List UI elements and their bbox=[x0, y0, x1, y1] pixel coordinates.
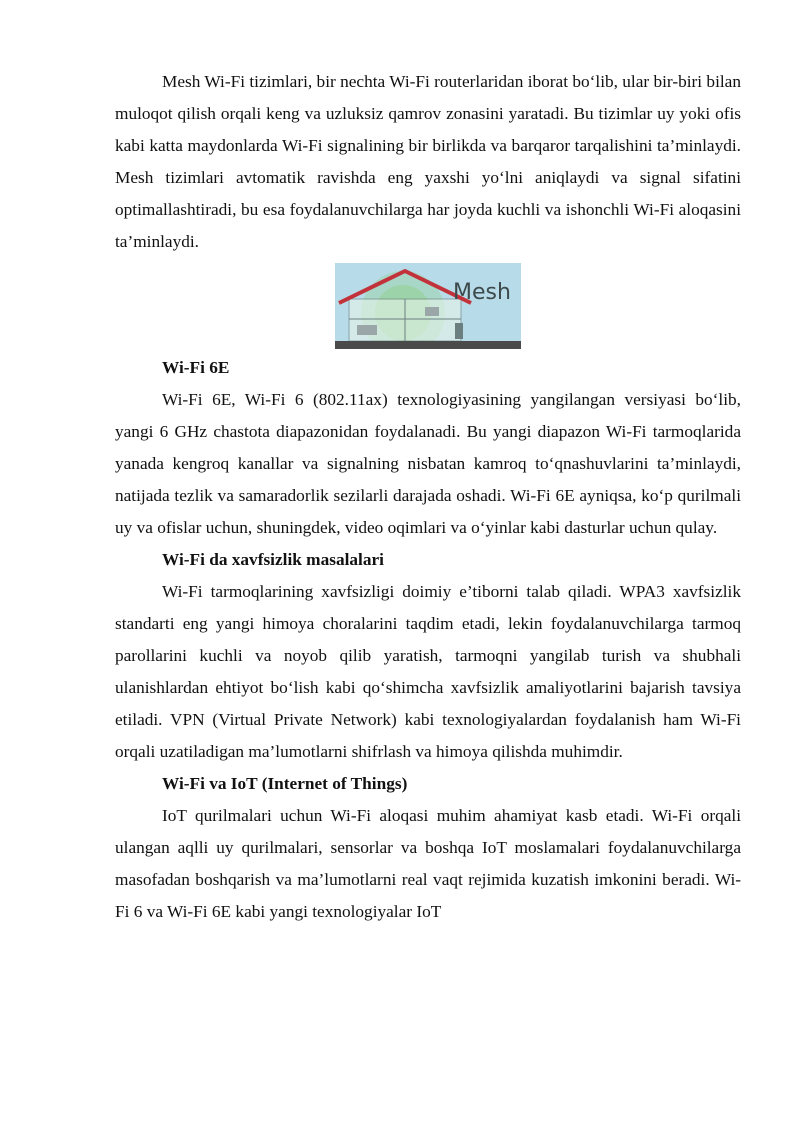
heading-security: Wi-Fi da xavfsizlik masalalari bbox=[162, 550, 384, 569]
mesh-figure bbox=[115, 258, 741, 352]
heading-iot: Wi-Fi va IoT (Internet of Things) bbox=[162, 774, 408, 793]
document-page bbox=[115, 66, 741, 928]
paragraph-security: Wi-Fi tarmoqlarining xavfsizligi doimiy e’tiborni talab qiladi. WPA3 xavfsizlik standarti eng yangi himoya choralarini taqdim etadi, lekin foydalanuvchilarga tarmoq parollarini kuchli va noyob qilib yaratish, tarmoqni yangilab turish va shubhali ulanishlardan ehtiyot bo‘lish kabi qo‘shimcha xavfsizlik amaliyotlarini bajarish tavsiya etiladi. VPN (Virtual Private Network) kabi texnologiyalardan foydalanish ham Wi-Fi orqali uzatiladigan ma’lumotlarni shifrlash va himoya qilishda muhimdir. bbox=[115, 582, 741, 761]
paragraph-iot: IoT qurilmalari uchun Wi-Fi aloqasi muhim ahamiyat kasb etadi. Wi-Fi orqali ulangan aqlli uy qurilmalari, sensorlar va boshqa IoT moslamalari foydalanuvchilarga masofadan boshqarish va ma’lumotlarni real vaqt rejimida kuzatish imkonini beradi. Wi-Fi 6 va Wi-Fi 6E kabi yangi texnologiyalar IoT bbox=[115, 806, 741, 921]
heading-wifi6e: Wi-Fi 6E bbox=[162, 358, 230, 377]
paragraph-wifi6e: Wi-Fi 6E, Wi-Fi 6 (802.11ax) texnologiyasining yangilangan versiyasi bo‘lib, yangi 6 GHz chastota diapazonidan foydalanadi. Bu yangi diapazon Wi-Fi tarmoqlarida yanada kengroq kanallar va signalning nisbatan kamroq to‘qnashuvlarini ta’minlaydi, natijada tezlik va samaradorlik sezilarli darajada oshadi. Wi-Fi 6E ayniqsa, ko‘p qurilmali uy va ofislar uchun, shuningdek, video oqimlari va o‘yinlar kabi dasturlar uchun qulay. bbox=[115, 390, 741, 537]
mesh-figure-label: Mesh bbox=[453, 280, 511, 305]
mesh-house-illustration-icon bbox=[335, 263, 521, 349]
paragraph-mesh-intro: Mesh Wi-Fi tizimlari, bir nechta Wi-Fi routerlaridan iborat bo‘lib, ular bir-biri bilan muloqot qilish orqali keng va uzluksiz qamrov zonasini yaratadi. Bu tizimlar uy yoki ofis kabi katta maydonlarda Wi-Fi signalining bir birlikda va barqaror tarqalishini ta’minlaydi. Mesh tizimlari avtomatik ravishda eng yaxshi yo‘lni aniqlaydi va signal sifatini optimallashtiradi, bu esa foydalanuvchilarga har joyda kuchli va ishonchli Wi-Fi aloqasini ta’minlaydi. bbox=[115, 72, 741, 251]
